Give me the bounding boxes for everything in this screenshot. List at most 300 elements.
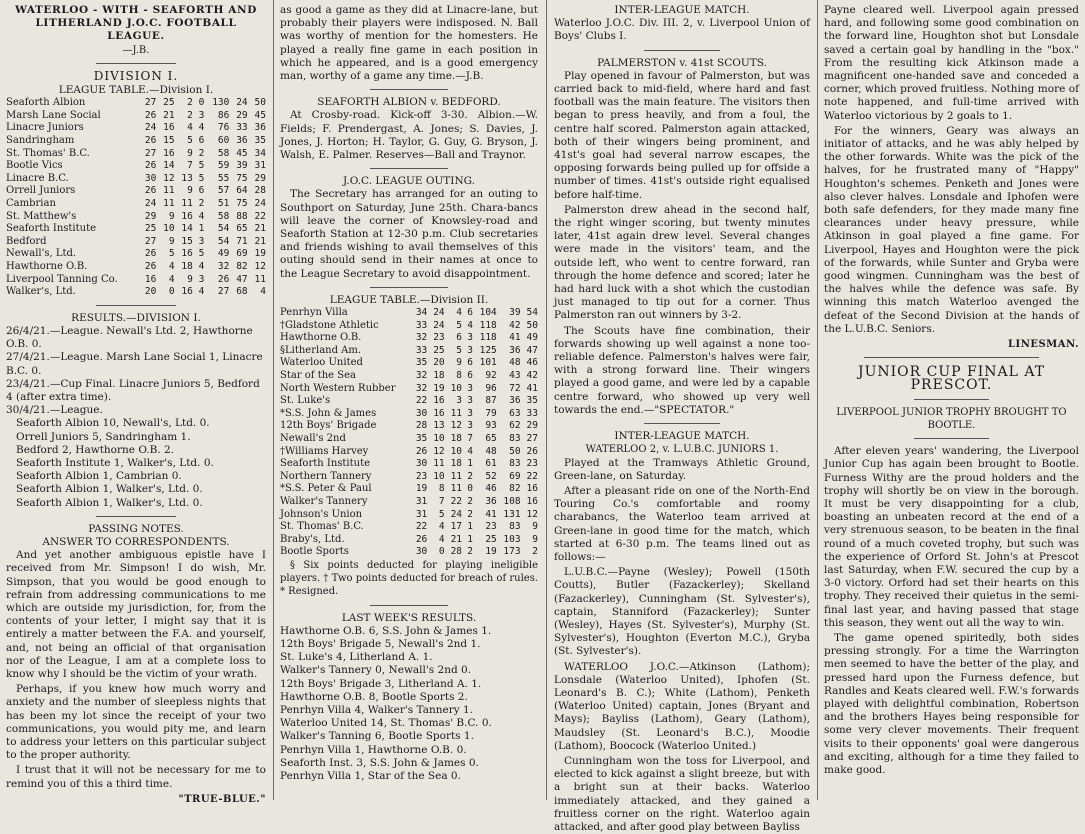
team-name: Star of the Sea bbox=[280, 370, 410, 383]
list-item: 27/4/21.—League. Marsh Lane Social 1, Linacre B.C. 0. bbox=[6, 351, 266, 377]
paragraph: L.U.B.C.—Payne (Wesley); Powell (150th Coutts), Butler (Fazackerley); Skelland (Fazackerley), Cunningham (St. Sylvester's), captain, Stanniford (Fazackerley); Sunter (Wesley), Hayes (St. Sylvester's), Murphy (St. Sylvester's), Houghton (Everton M.C.), Gryba (St. Sylvester's). bbox=[554, 566, 810, 658]
stat-cell: 2 bbox=[175, 97, 193, 110]
list-item: Seaforth Institute 1, Walker's, Ltd. 0. bbox=[16, 457, 266, 470]
table-row bbox=[280, 509, 538, 522]
stat-cell: 22 bbox=[410, 395, 427, 408]
paragraph: Palmerston drew ahead in the second half, the right winger scoring, but twenty minutes later, 41st again drew level. Several changes were made in the visitors' team, and the outside left, who went to centre forward, ran through the home defence and scored; later he had hard luck with a shot which the custodian just managed to tip out for a corner. Thus Palmerston ran out winners by 3-2. bbox=[554, 204, 810, 323]
table-row bbox=[280, 546, 538, 559]
team-name: Braby's, Ltd. bbox=[280, 534, 410, 547]
stat-cell: 101 bbox=[473, 357, 497, 370]
stat-cell: 75 bbox=[229, 198, 247, 211]
list-item: Hawthorne O.B. 6, S.S. John & James 1. bbox=[280, 625, 538, 638]
table-row bbox=[6, 97, 266, 110]
stat-cell: 5 bbox=[445, 345, 462, 358]
stat-cell: 9 bbox=[156, 236, 174, 249]
answer-body bbox=[6, 549, 266, 791]
stat-cell: 11 bbox=[427, 458, 444, 471]
stat-cell: 71 bbox=[229, 236, 247, 249]
list-item: 12th Boys' Brigade 5, Newall's 2nd 1. bbox=[280, 638, 538, 651]
stat-cell: 30 bbox=[410, 408, 427, 421]
stat-cell: 30 bbox=[410, 546, 427, 559]
divider bbox=[96, 63, 176, 64]
stat-cell: 59 bbox=[204, 160, 229, 173]
stat-cell: 35 bbox=[248, 135, 266, 148]
team-name: Hawthorne O.B. bbox=[6, 261, 138, 274]
linesman-signature: LINESMAN. bbox=[824, 338, 1079, 351]
stat-cell: 48 bbox=[497, 357, 521, 370]
table-row bbox=[6, 135, 266, 148]
divider bbox=[96, 516, 176, 517]
stat-cell: 31 bbox=[248, 160, 266, 173]
stat-cell: 62 bbox=[497, 420, 521, 433]
list-item: Hawthorne O.B. 8, Bootle Sports 2. bbox=[280, 691, 538, 704]
team-name: Penrhyn Villa bbox=[280, 307, 410, 320]
stat-cell: 6 bbox=[445, 332, 462, 345]
stat-cell: 10 bbox=[445, 383, 462, 396]
stat-cell: 54 bbox=[521, 307, 538, 320]
table-row bbox=[280, 458, 538, 471]
paragraph: The game opened spiritedly, both sides pressing strongly. For a time the Warrington men seemed to have the better of the play, and pressed hard upon the Furness defence, but Randles and Keats cleared well. F.W.'s forwards played with delightful combination, Robertson and the brothers Hayes being responsible for some very clever movements. Their frequent visits to their opponents' goal were dangerous and exciting, although for a time they failed to make good. bbox=[824, 632, 1079, 777]
stat-cell: 33 bbox=[410, 345, 427, 358]
stat-cell: 29 bbox=[138, 211, 156, 224]
stat-cell: 26 bbox=[521, 446, 538, 459]
stat-cell: 11 bbox=[248, 274, 266, 287]
stat-cell: 103 bbox=[497, 534, 521, 547]
paragraph: Perhaps, if you knew how much worry and anxiety and the number of sleepless nights that has been my lot since the receipt of your two communications, you would pity me, and learn to address your letters on this particular subject to the proper authority. bbox=[6, 683, 266, 762]
inter2-subheading: WATERLOO 2, v. L.U.B.C. JUNIORS 1. bbox=[554, 443, 810, 456]
team-name: North Western Rubber bbox=[280, 383, 410, 396]
table-row bbox=[280, 357, 538, 370]
divider bbox=[644, 50, 720, 51]
stat-cell: 3 bbox=[193, 274, 205, 287]
stat-cell: 43 bbox=[497, 370, 521, 383]
stat-cell: 4 bbox=[462, 446, 473, 459]
inter2-heading: INTER-LEAGUE MATCH. bbox=[554, 430, 810, 443]
stat-cell: 30 bbox=[138, 173, 156, 186]
outing-text: The Secretary has arranged for an outing to Southport on Saturday, June 25th. Chara-bancs will leave the corner of Knowsley-road and Seaforth Station at 12-30 p.m. Club secretaries and friends wishing to avail themselves of this outing should send in their names at once to the League Secretary to avoid disappointment. bbox=[280, 188, 538, 280]
stat-cell: 16 bbox=[175, 211, 193, 224]
stat-cell: 57 bbox=[204, 185, 229, 198]
table-row bbox=[6, 286, 266, 299]
list-item: Waterloo United 14, St. Thomas' B.C. 0. bbox=[280, 717, 538, 730]
stat-cell: 46 bbox=[521, 357, 538, 370]
team-name: Seaforth Institute bbox=[6, 223, 138, 236]
stat-cell: 33 bbox=[410, 320, 427, 333]
stat-cell: 51 bbox=[204, 198, 229, 211]
results-list bbox=[6, 325, 266, 417]
list-item: Seaforth Albion 1, Walker's, Ltd. 0. bbox=[16, 497, 266, 510]
stat-cell: 13 bbox=[427, 420, 444, 433]
stat-cell: 41 bbox=[497, 332, 521, 345]
stat-cell: 32 bbox=[410, 383, 427, 396]
team-name: †Williams Harvey bbox=[280, 446, 410, 459]
table-row bbox=[280, 370, 538, 383]
intro-paragraph: as good a game as they did at Linacre-lane, but probably their players were indisposed. N. Ball was worthy of mention for the homesters. He played a really fine game in each position in which he appeared, and is a good emergency man, worthy of a game any time.—J.B. bbox=[280, 4, 538, 83]
table-row bbox=[280, 408, 538, 421]
stat-cell: 26 bbox=[138, 135, 156, 148]
stat-cell: 4 bbox=[175, 122, 193, 135]
stat-cell: 3 bbox=[445, 395, 462, 408]
stat-cell: 18 bbox=[445, 458, 462, 471]
stat-cell: 7 bbox=[175, 160, 193, 173]
list-item: Seaforth Albion 10, Newall's, Ltd. 0. bbox=[16, 417, 266, 430]
stat-cell: 11 bbox=[175, 198, 193, 211]
stat-cell: 16 bbox=[175, 248, 193, 261]
stat-cell: 3 bbox=[462, 345, 473, 358]
stat-cell: 34 bbox=[248, 148, 266, 161]
stat-cell: 93 bbox=[473, 420, 497, 433]
stat-cell: 9 bbox=[445, 357, 462, 370]
stat-cell: 63 bbox=[497, 408, 521, 421]
stat-cell: 173 bbox=[497, 546, 521, 559]
team-name: Liverpool Tanning Co. bbox=[6, 274, 138, 287]
paragraph: Play opened in favour of Palmerston, but was carried back to mid-field, where hard and fast football was the main feature. The visitors then began to press heavily, and from a foul, the centre half scored. Palmerston again attacked, both of their wingers being prominent, and 41st's goal had several narrow escapes, the opposing forwards being pulled up for offside a number of times. 41st's outside right equalised before half-time. bbox=[554, 70, 810, 202]
list-item: Penrhyn Villa 1, Hawthorne O.B. 0. bbox=[280, 744, 538, 757]
stat-cell: 69 bbox=[229, 248, 247, 261]
stat-cell: 0 bbox=[156, 286, 174, 299]
list-item: Walker's Tanning 6, Bootle Sports 1. bbox=[280, 730, 538, 743]
passing-notes-heading: PASSING NOTES. bbox=[6, 523, 266, 536]
stat-cell: 3 bbox=[462, 420, 473, 433]
stat-cell: 16 bbox=[156, 122, 174, 135]
stat-cell: 6 bbox=[462, 307, 473, 320]
stat-cell: 52 bbox=[473, 471, 497, 484]
stat-cell: 49 bbox=[521, 332, 538, 345]
stat-cell: 3 bbox=[462, 395, 473, 408]
stat-cell: 9 bbox=[521, 534, 538, 547]
stat-cell: 5 bbox=[445, 320, 462, 333]
stat-cell: 35 bbox=[410, 433, 427, 446]
list-item: Seaforth Albion 1, Cambrian 0. bbox=[16, 470, 266, 483]
stat-cell: 23 bbox=[427, 332, 444, 345]
table-row bbox=[280, 345, 538, 358]
paragraph: WATERLOO J.O.C.—Atkinson (Lathom); Lonsdale (Waterloo United), Iphofen (St. Leonard's B. C.); White (Lathom), Penketh (Waterloo United) captain, Jones (Bryant and Mays); Bayliss (Lathom), Geary (Lathom), Maudsley (St. Leonard's B.C.), Moodie (Lathom), Boocock (Waterloo United.) bbox=[554, 661, 810, 753]
stat-cell: 5 bbox=[175, 135, 193, 148]
answer-signature: "TRUE-BLUE." bbox=[6, 793, 266, 806]
stat-cell: 29 bbox=[521, 420, 538, 433]
stat-cell: 83 bbox=[497, 458, 521, 471]
table-row bbox=[280, 383, 538, 396]
stat-cell: 39 bbox=[497, 307, 521, 320]
stat-cell: 26 bbox=[138, 160, 156, 173]
stat-cell: 21 bbox=[445, 534, 462, 547]
stat-cell: 16 bbox=[427, 408, 444, 421]
stat-cell: 69 bbox=[497, 471, 521, 484]
answer-heading: ANSWER TO CORRESPONDENTS. bbox=[6, 536, 266, 549]
masthead: WATERLOO - WITH - SEAFORTH AND LITHERLAND J.O.C. FOOTBALL LEAGUE. bbox=[6, 4, 266, 44]
stat-cell: 54 bbox=[204, 236, 229, 249]
stat-cell: 36 bbox=[497, 345, 521, 358]
stat-cell: 55 bbox=[204, 173, 229, 186]
stat-cell: 27 bbox=[204, 286, 229, 299]
divider bbox=[914, 399, 989, 400]
stat-cell: 24 bbox=[138, 198, 156, 211]
stat-cell: 11 bbox=[445, 483, 462, 496]
stat-cell: 48 bbox=[473, 446, 497, 459]
stat-cell: 11 bbox=[156, 198, 174, 211]
paragraph: After eleven years' wandering, the Liverpool Junior Cup has again been brought to Bootle. Furness Withy are the proud holders and the trophy will shortly be on view in the borough. It must be very disappointing for a club, boasting an unbeaten record at the end of a very strenuous season, to be beaten in the final round of a much coveted trophy, but such was the experience of Orford St. John's at Prescot last Saturday, when F.W. secured the cup by a 3-0 victory. Orford had set their hearts on this trophy. They received their quietus in the semi-final last year, and having passed that stage this season, they went out all the way to win. bbox=[824, 445, 1079, 630]
stat-cell: 26 bbox=[204, 274, 229, 287]
stat-cell: 25 bbox=[473, 534, 497, 547]
stat-cell: 58 bbox=[204, 148, 229, 161]
stat-cell: 28 bbox=[248, 185, 266, 198]
stat-cell: 2 bbox=[462, 496, 473, 509]
stat-cell: 32 bbox=[204, 261, 229, 274]
team-name: Marsh Lane Social bbox=[6, 110, 138, 123]
stat-cell: 12 bbox=[156, 173, 174, 186]
table-row bbox=[6, 211, 266, 224]
stat-cell: 2 bbox=[521, 546, 538, 559]
team-name: *S.S. John & James bbox=[280, 408, 410, 421]
stat-cell: 4 bbox=[248, 286, 266, 299]
stat-cell: 9 bbox=[521, 521, 538, 534]
stat-cell: 7 bbox=[427, 496, 444, 509]
stat-cell: 54 bbox=[204, 223, 229, 236]
stat-cell: 21 bbox=[248, 236, 266, 249]
stat-cell: 4 bbox=[193, 211, 205, 224]
column-rule bbox=[546, 0, 547, 800]
stat-cell: 0 bbox=[193, 97, 205, 110]
league-table-div2 bbox=[280, 307, 538, 559]
stat-cell: 22 bbox=[248, 211, 266, 224]
table-row bbox=[6, 248, 266, 261]
stat-cell: 27 bbox=[138, 236, 156, 249]
column-1 bbox=[0, 0, 272, 800]
stat-cell: 6 bbox=[193, 185, 205, 198]
stat-cell: 68 bbox=[229, 286, 247, 299]
stat-cell: 10 bbox=[427, 433, 444, 446]
div2-heading: LEAGUE TABLE.—Division II. bbox=[280, 294, 538, 307]
stat-cell: 21 bbox=[156, 110, 174, 123]
stat-cell: 36 bbox=[473, 496, 497, 509]
stat-cell: 16 bbox=[156, 148, 174, 161]
table-heading: LEAGUE TABLE.—Division I. bbox=[6, 84, 266, 97]
stat-cell: 0 bbox=[427, 546, 444, 559]
stat-cell: 46 bbox=[473, 483, 497, 496]
stat-cell: 9 bbox=[156, 211, 174, 224]
stat-cell: 3 bbox=[462, 383, 473, 396]
stat-cell: 5 bbox=[193, 173, 205, 186]
stat-cell: 108 bbox=[497, 496, 521, 509]
stat-cell: 26 bbox=[138, 261, 156, 274]
team-name: Bootle Vics bbox=[6, 160, 138, 173]
team-name: St. Matthew's bbox=[6, 211, 138, 224]
stat-cell: 24 bbox=[138, 122, 156, 135]
stat-cell: 65 bbox=[229, 223, 247, 236]
stat-cell: 10 bbox=[427, 471, 444, 484]
paragraph: The Scouts have fine combination, their forwards showing up well against a none too-reliable defence. Palmerston's halves were fair, with a strong forward line. Their wingers played a good game, and were led by a capable centre forward, who showed up very well towards the end.—"SPECTATOR." bbox=[554, 325, 810, 417]
stat-cell: 23 bbox=[521, 458, 538, 471]
stat-cell: 42 bbox=[521, 370, 538, 383]
stat-cell: 16 bbox=[521, 496, 538, 509]
stat-cell: 4 bbox=[445, 307, 462, 320]
stat-cell: 39 bbox=[229, 160, 247, 173]
list-item: Penrhyn Villa 1, Star of the Sea 0. bbox=[280, 770, 538, 783]
stat-cell: 26 bbox=[138, 248, 156, 261]
stat-cell: 2 bbox=[175, 110, 193, 123]
stat-cell: 82 bbox=[497, 483, 521, 496]
stat-cell: 11 bbox=[445, 408, 462, 421]
stat-cell: 12 bbox=[445, 420, 462, 433]
inter1-heading: INTER-LEAGUE MATCH. bbox=[554, 4, 810, 17]
list-item: 23/4/21.—Cup Final. Linacre Juniors 5, Bedford 4 (after extra time). bbox=[6, 378, 266, 404]
masthead-signature: —J.B. bbox=[6, 44, 266, 57]
stat-cell: 83 bbox=[497, 521, 521, 534]
divider bbox=[370, 168, 448, 169]
stat-cell: 50 bbox=[248, 97, 266, 110]
team-name: Seaforth Albion bbox=[6, 97, 138, 110]
team-name: Johnson's Union bbox=[280, 509, 410, 522]
stat-cell: 16 bbox=[175, 286, 193, 299]
list-item: Walker's Tannery 0, Newall's 2nd 0. bbox=[280, 664, 538, 677]
stat-cell: 76 bbox=[204, 122, 229, 135]
table-row bbox=[6, 122, 266, 135]
stat-cell: 11 bbox=[156, 185, 174, 198]
inter2-body bbox=[554, 457, 810, 834]
table-row bbox=[6, 223, 266, 236]
stat-cell: 125 bbox=[473, 345, 497, 358]
table-row bbox=[280, 496, 538, 509]
table-row bbox=[6, 198, 266, 211]
team-name: †Gladstone Athletic bbox=[280, 320, 410, 333]
stat-cell: 1 bbox=[462, 521, 473, 534]
table-row bbox=[6, 274, 266, 287]
stat-cell: 4 bbox=[193, 122, 205, 135]
stat-cell: 86 bbox=[204, 110, 229, 123]
stat-cell: 14 bbox=[156, 160, 174, 173]
team-name: §Litherland Am. bbox=[280, 345, 410, 358]
stat-cell: 1 bbox=[462, 534, 473, 547]
team-name: Northern Tannery bbox=[280, 471, 410, 484]
stat-cell: 25 bbox=[427, 345, 444, 358]
table-row bbox=[280, 433, 538, 446]
table-row bbox=[280, 332, 538, 345]
stat-cell: 26 bbox=[410, 446, 427, 459]
stat-cell: 4 bbox=[427, 534, 444, 547]
team-name: Hawthorne O.B. bbox=[280, 332, 410, 345]
paragraph: Cunningham won the toss for Liverpool, and elected to kick against a slight breeze, but with a bright sun at their backs. Waterloo immediately attacked, and they gained a fruitless corner on the right. Waterloo again attacked, and after good play between Bayliss bbox=[554, 755, 810, 834]
div2-notes: § Six points deducted for playing ineligible players. † Two points deducted for breach of rules. * Resigned. bbox=[280, 559, 538, 599]
stat-cell: 6 bbox=[462, 357, 473, 370]
stat-cell: 31 bbox=[410, 509, 427, 522]
stat-cell: 88 bbox=[229, 211, 247, 224]
stat-cell: 35 bbox=[410, 357, 427, 370]
stat-cell: 27 bbox=[521, 433, 538, 446]
stat-cell: 25 bbox=[156, 97, 174, 110]
list-item: St. Luke's 4, Litherland A. 1. bbox=[280, 651, 538, 664]
stat-cell: 15 bbox=[156, 135, 174, 148]
stat-cell: 32 bbox=[410, 370, 427, 383]
stat-cell: 50 bbox=[521, 320, 538, 333]
stat-cell: 19 bbox=[427, 383, 444, 396]
team-name: Linacre Juniors bbox=[6, 122, 138, 135]
stat-cell: 75 bbox=[229, 173, 247, 186]
stat-cell: 4 bbox=[427, 521, 444, 534]
palmerston-heading: PALMERSTON v. 41st SCOUTS. bbox=[554, 57, 810, 70]
stat-cell: 31 bbox=[410, 496, 427, 509]
stat-cell: 18 bbox=[175, 261, 193, 274]
team-name: St. Thomas' B.C. bbox=[6, 148, 138, 161]
stat-cell: 42 bbox=[497, 320, 521, 333]
stat-cell: 10 bbox=[445, 446, 462, 459]
stat-cell: 19 bbox=[473, 546, 497, 559]
team-name: Cambrian bbox=[6, 198, 138, 211]
stat-cell: 24 bbox=[427, 320, 444, 333]
stat-cell: 23 bbox=[473, 521, 497, 534]
list-item: Bedford 2, Hawthorne O.B. 2. bbox=[16, 444, 266, 457]
stat-cell: 27 bbox=[138, 97, 156, 110]
stat-cell: 23 bbox=[410, 471, 427, 484]
list-item: Seaforth Albion 1, Walker's, Ltd. 0. bbox=[16, 483, 266, 496]
stat-cell: 16 bbox=[138, 274, 156, 287]
stat-cell: 22 bbox=[410, 521, 427, 534]
stat-cell: 5 bbox=[156, 248, 174, 261]
stat-cell: 64 bbox=[229, 185, 247, 198]
stat-cell: 60 bbox=[204, 135, 229, 148]
list-item: Seaforth Inst. 3, S.S. John & James 0. bbox=[280, 757, 538, 770]
stat-cell: 29 bbox=[229, 110, 247, 123]
stat-cell: 41 bbox=[521, 383, 538, 396]
stat-cell: 3 bbox=[193, 110, 205, 123]
stat-cell: 49 bbox=[204, 248, 229, 261]
stat-cell: 2 bbox=[193, 148, 205, 161]
stat-cell: 21 bbox=[248, 223, 266, 236]
list-item: Penrhyn Villa 4, Walker's Tannery 1. bbox=[280, 704, 538, 717]
stat-cell: 87 bbox=[473, 395, 497, 408]
stat-cell: 47 bbox=[521, 345, 538, 358]
stat-cell: 25 bbox=[138, 223, 156, 236]
stat-cell: 50 bbox=[497, 446, 521, 459]
palmerston-body bbox=[554, 70, 810, 417]
stat-cell: 12 bbox=[248, 261, 266, 274]
table-row bbox=[280, 307, 538, 320]
results-heading: RESULTS.—DIVISION I. bbox=[6, 312, 266, 325]
stat-cell: 12 bbox=[521, 509, 538, 522]
stat-cell: 12 bbox=[427, 446, 444, 459]
team-name: Walker's Tannery bbox=[280, 496, 410, 509]
stat-cell: 4 bbox=[193, 286, 205, 299]
team-name: Bedford bbox=[6, 236, 138, 249]
divider bbox=[370, 89, 448, 90]
stat-cell: 3 bbox=[462, 408, 473, 421]
table-row bbox=[6, 261, 266, 274]
table-row bbox=[280, 483, 538, 496]
team-name: Linacre B.C. bbox=[6, 173, 138, 186]
table-row bbox=[6, 173, 266, 186]
stat-cell: 15 bbox=[175, 236, 193, 249]
team-name: Bootle Sports bbox=[280, 546, 410, 559]
stat-cell: 61 bbox=[473, 458, 497, 471]
lastweek-list bbox=[280, 625, 538, 783]
stat-cell: 24 bbox=[445, 509, 462, 522]
league-table-div1 bbox=[6, 97, 266, 299]
divider bbox=[370, 287, 448, 288]
cup-heading: JUNIOR CUP FINAL AT PRESCOT. bbox=[824, 366, 1079, 392]
stat-cell: 6 bbox=[462, 370, 473, 383]
stat-cell: 118 bbox=[473, 332, 497, 345]
stat-cell: 6 bbox=[193, 135, 205, 148]
stat-cell: 4 bbox=[156, 261, 174, 274]
winners-paragraph: For the winners, Geary was always an initiator of attacks, and he was ably helped by the other forwards. White was the pick of the halves, for he frustrated many of "Happy" Houghton's schemes. Penketh and Jones were also clever halves. Lonsdale and Iphofen were both safe defenders, for they made many fine clearances under heavy pressure, while Atkinson in goal played a fine game. For Liverpool, Hayes and Houghton were the pick of the forwards, while Sunter and Gryba were good wingmen. Cunningham was the best of the halves while the defence was safe. By winning this match Waterloo avenged the defeat of the Second Division at the hands of the L.U.B.C. Seniors. bbox=[824, 125, 1079, 336]
stat-cell: 36 bbox=[229, 135, 247, 148]
stat-cell: 118 bbox=[473, 320, 497, 333]
team-name: 12th Boys' Brigade bbox=[280, 420, 410, 433]
stat-cell: 22 bbox=[521, 471, 538, 484]
stat-cell: 82 bbox=[229, 261, 247, 274]
stat-cell: 92 bbox=[473, 370, 497, 383]
stat-cell: 27 bbox=[138, 148, 156, 161]
stat-cell: 3 bbox=[462, 332, 473, 345]
